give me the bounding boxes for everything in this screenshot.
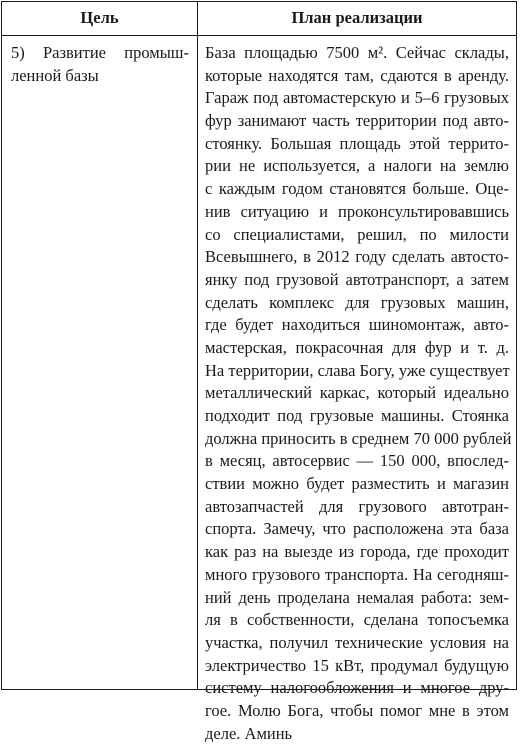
plan-line: гое. Молю Бога, чтобы помог мне в этом	[205, 700, 509, 720]
header-plan: План реализации	[291, 8, 423, 27]
plan-line: Всевышнего, в 2012 году сделать автосто-	[205, 247, 509, 267]
goal-cell	[11, 42, 189, 87]
plan-cell	[205, 42, 512, 745]
goal-line: ленной базы	[11, 65, 99, 85]
plan-line: На территории, слава Богу, уже существует	[205, 360, 510, 380]
plan-line: автозапчастей для грузового автотран-	[205, 496, 509, 516]
plan-line: систему налогообложения и многое дру-	[205, 678, 509, 698]
plan-line: спорта. Замечу, что расположена эта база	[205, 519, 509, 539]
plan-line: ний день проделана немалая работа: зем-	[205, 587, 509, 607]
plan-line: База площадью 7500 м². Сейчас склады,	[205, 43, 509, 62]
plan-line: где будет находиться шиномонтаж, авто-	[205, 315, 509, 335]
column-divider	[197, 2, 198, 689]
plan-line: должна приносить в среднем 70 000 рублей	[205, 428, 512, 448]
plan-line: в месяц, автосервис — 150 000, впослед-	[205, 451, 509, 471]
plan-line: Гараж под автомастерскую и 5–6 грузовых	[205, 88, 509, 108]
header-goal: Цель	[80, 8, 119, 27]
table-header-row	[2, 2, 516, 36]
plan-line: металлический каркас, который идеально	[205, 383, 509, 403]
plan-line: сделать комплекс для грузовых машин,	[205, 292, 509, 312]
plan-table	[1, 1, 517, 743]
plan-line: нив ситуацию и проконсультировавшись	[205, 201, 509, 221]
plan-line: ствии можно будет разместить и магазин	[205, 474, 509, 494]
goal-line: 5) Развитие промыш-	[11, 43, 189, 62]
plan-line: рии не используется, а налоги на землю	[205, 156, 509, 176]
plan-line: ля в собственности, сделана топосъемка	[205, 610, 509, 630]
plan-line: мастерская, покрасочная для фур и т. д.	[205, 337, 509, 357]
plan-line: как раз на выезде из города, где проходит	[205, 542, 509, 562]
plan-line: участка, получил технические условия на	[205, 632, 509, 652]
plan-line: электричество 15 кВт, продумал будущую	[205, 655, 509, 675]
plan-line: стоянку. Большая площадь этой террито-	[205, 133, 509, 153]
plan-line: много грузового транспорта. На сегодняш-	[205, 564, 509, 584]
plan-line: подходит под грузовые машины. Стоянка	[205, 406, 509, 425]
plan-line: фур занимают часть территории под авто-	[205, 111, 509, 131]
plan-line: которые находятся там, сдаются в аренду.	[205, 65, 509, 85]
plan-line: с каждым годом становятся больше. Оце-	[205, 179, 509, 199]
plan-line: деле. Аминь	[205, 723, 293, 743]
plan-line: со специалистами, решил, по милости	[205, 224, 509, 244]
plan-line: янку под грузовой автотранспорт, а затем	[205, 269, 509, 289]
